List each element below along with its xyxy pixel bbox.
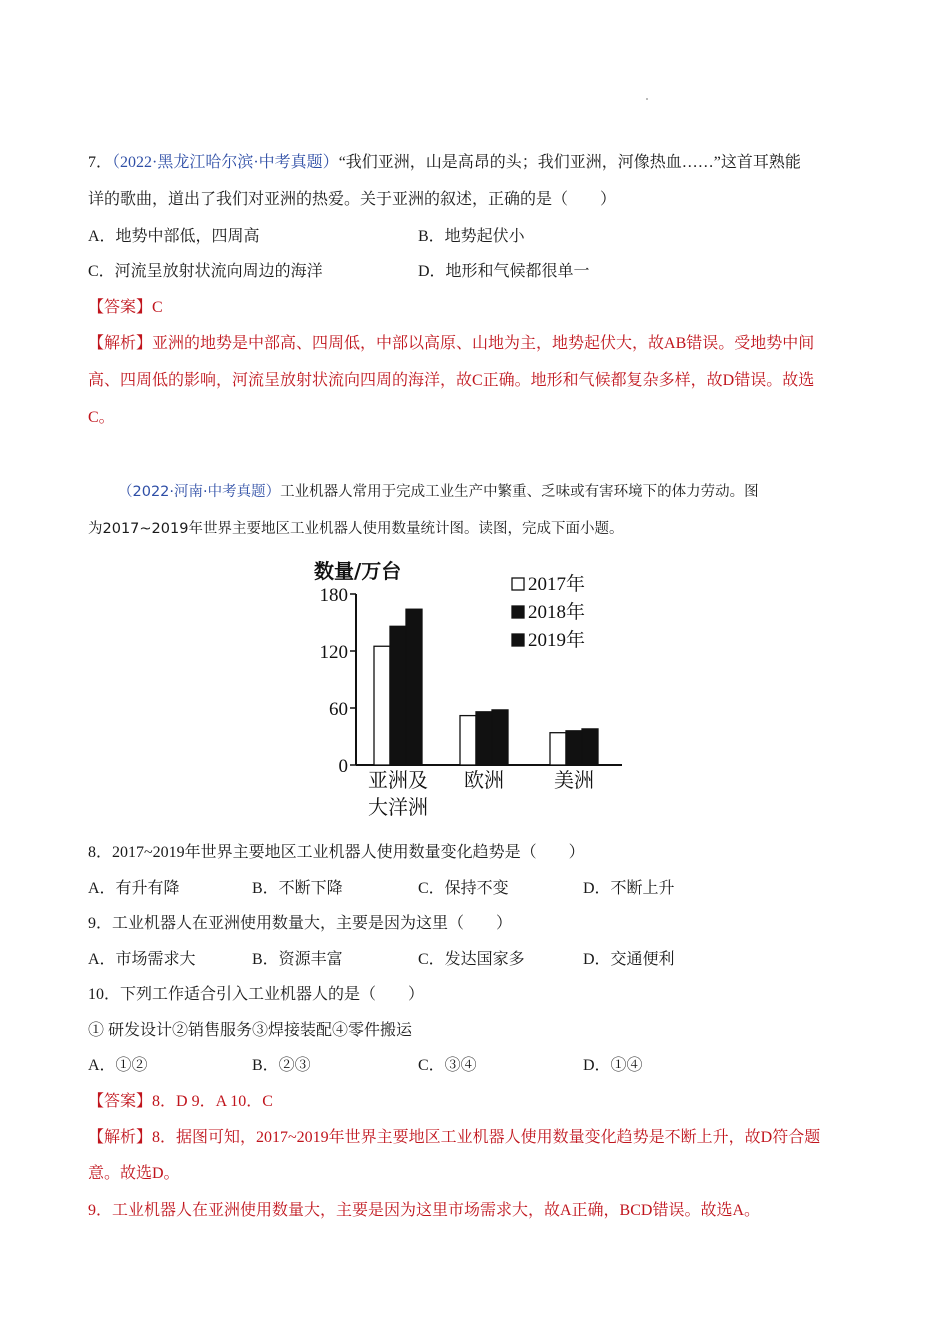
chart-bar-2-2	[476, 712, 492, 765]
q7-source: （2022·黑龙江哈尔滨·中考真题）	[112, 154, 339, 171]
q7-number: 7．	[88, 154, 113, 171]
answers-label: 【答案】	[88, 1093, 153, 1110]
chart-bar-1-1	[374, 646, 390, 765]
q10-stem: 10．下列工作适合引入工业机器人的是（ ）	[88, 986, 425, 1003]
q7-option-b: B．地势起伏小	[418, 228, 525, 245]
q7-analysis-line3: C。	[88, 409, 115, 426]
chart-bar-2-3	[492, 710, 508, 765]
chart-legend-swatch	[512, 634, 524, 646]
q8-option-b: B．不断下降	[252, 880, 343, 897]
chart-legend-label: 2018年	[528, 602, 586, 623]
intro-text1: 工业机器人常用于完成工业生产中繁重、乏味或有害环境下的体力劳动。图	[280, 484, 759, 500]
q10-option-c: C．③④	[418, 1057, 477, 1074]
analysis-8-line2: 意。故选D。	[88, 1165, 180, 1182]
q7-answer-label: 【答案】	[88, 299, 153, 316]
chart-legend-swatch	[512, 578, 524, 590]
q7-option-c: C．河流呈放射状流向周边的海洋	[88, 263, 323, 280]
q8-stem: 8．2017~2019年世界主要地区工业机器人使用数量变化趋势是（ ）	[88, 844, 585, 861]
chart-bar-3-3	[582, 729, 598, 765]
chart-legend-label: 2017年	[528, 574, 586, 595]
chart-bar-3-2	[566, 731, 582, 765]
chart-bar-3-1	[550, 733, 566, 765]
analysis-8-line1	[88, 1128, 820, 1148]
chart-ylabel: 数量/万台	[314, 559, 402, 583]
q7-stem-text1: “我们亚洲，山是高昂的头；我们亚洲，河像热血……”这首耳熟能	[338, 154, 801, 171]
chart-x-label: 欧洲	[464, 768, 504, 792]
analysis-label: 【解析】	[88, 1129, 153, 1146]
scan-dot	[646, 98, 648, 100]
analysis-9-line: 9．工业机器人在亚洲使用数量大，主要是因为这里市场需求大，故A正确，BCD错误。故选A。	[88, 1202, 761, 1219]
chart-bar-1-3	[406, 609, 422, 765]
chart-legend-swatch	[512, 606, 524, 618]
q7-option-a: A．地势中部低，四周高	[88, 228, 260, 245]
q7-analysis-line1	[88, 334, 814, 354]
q8-option-c: C．保持不变	[418, 880, 509, 897]
intro-line1	[118, 482, 759, 502]
chart-y-tick-label: 120	[319, 642, 348, 663]
q7-analysis-label: 【解析】	[88, 335, 153, 352]
chart-legend-label: 2019年	[528, 630, 586, 651]
q7-answer	[88, 298, 163, 318]
chart-x-label: 大洋洲	[368, 795, 428, 819]
analysis-text1: 8．据图可知，2017~2019年世界主要地区工业机器人使用数量变化趋势是不断上升，故D符合题	[152, 1129, 821, 1146]
q10-items: ① 研发设计②销售服务③焊接装配④零件搬运	[88, 1022, 413, 1039]
q9-stem: 9．工业机器人在亚洲使用数量大，主要是因为这里（ ）	[88, 915, 513, 932]
answers-8-10	[88, 1092, 273, 1112]
q7-stem-line1	[88, 153, 801, 173]
q10-option-b: B．②③	[252, 1057, 311, 1074]
q7-answer-value: C	[152, 299, 163, 316]
chart-x-label: 美洲	[554, 768, 594, 792]
chart-y-tick-label: 0	[338, 756, 348, 777]
q7-analysis-text1: 亚洲的地势是中部高、四周低，中部以高原、山地为主，地势起伏大，故AB错误。受地势中间	[152, 335, 815, 352]
robot-usage-bar-chart	[300, 550, 640, 830]
q8-option-d: D．不断上升	[583, 880, 675, 897]
q9-option-d: D．交通便利	[583, 951, 675, 968]
q9-option-c: C．发达国家多	[418, 951, 525, 968]
answers-text: 8．D 9．A 10．C	[152, 1093, 273, 1110]
chart-bar-2-1	[460, 716, 476, 765]
chart-x-label: 亚洲及	[368, 768, 428, 792]
intro-line2: 为2017~2019年世界主要地区工业机器人使用数量统计图。读图，完成下面小题。	[88, 521, 624, 537]
q10-option-a: A．①②	[88, 1057, 148, 1074]
q10-option-d: D．①④	[583, 1057, 643, 1074]
q8-option-a: A．有升有降	[88, 880, 180, 897]
q9-option-b: B．资源丰富	[252, 951, 343, 968]
q7-option-d: D．地形和气候都很单一	[418, 263, 590, 280]
q9-option-a: A．市场需求大	[88, 951, 196, 968]
chart-y-tick-label: 180	[319, 585, 348, 606]
q7-analysis-line2: 高、四周低的影响，河流呈放射状流向四周的海洋，故C正确。地形和气候都复杂多样，故D错误。故选	[88, 372, 815, 389]
chart-bar-1-2	[390, 626, 406, 765]
intro-source: （2022·河南·中考真题）	[118, 484, 281, 500]
q7-stem-line2: 详的歌曲，道出了我们对亚洲的热爱。关于亚洲的叙述，正确的是（ ）	[88, 191, 617, 208]
chart-y-tick-label: 60	[329, 699, 348, 720]
